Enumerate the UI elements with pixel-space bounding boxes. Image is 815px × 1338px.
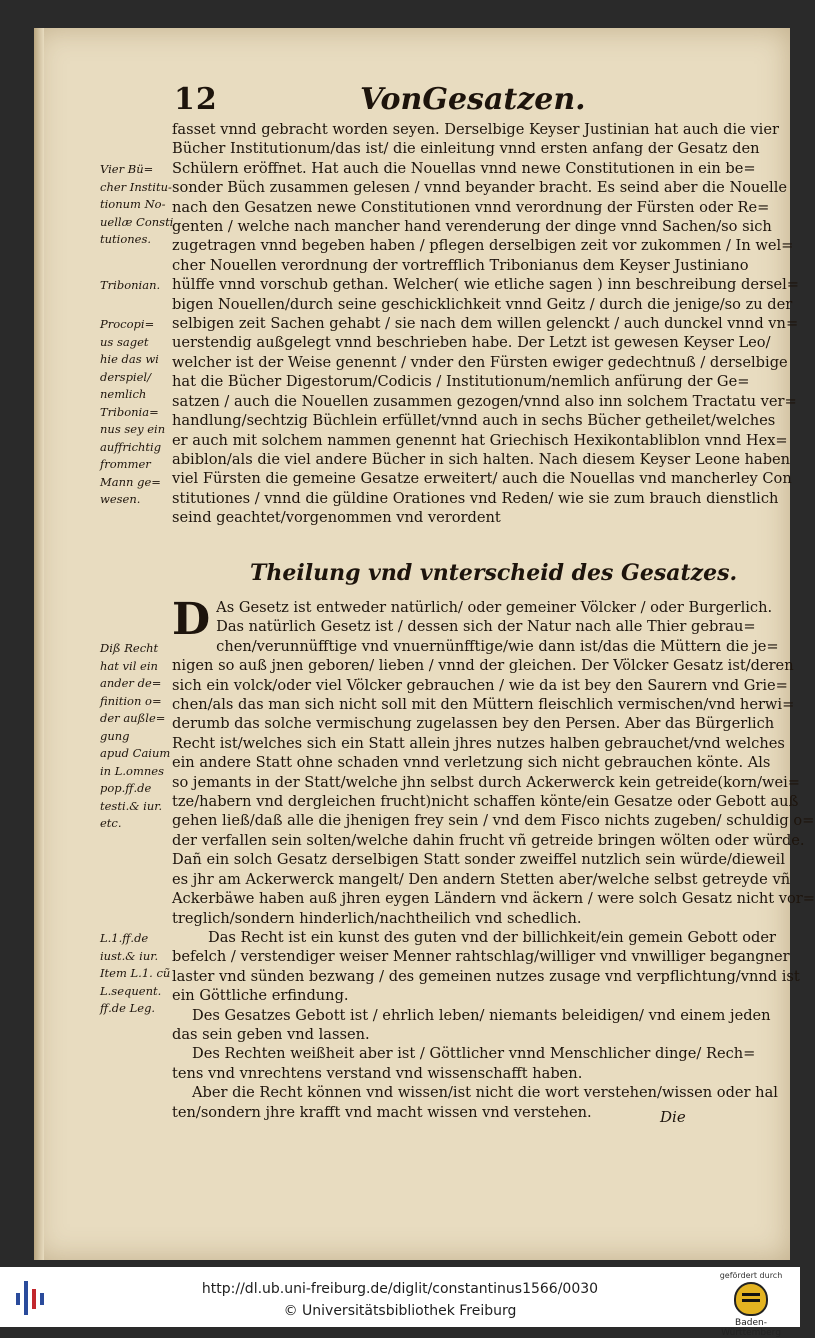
- text-line: nach den Gesatzen newe Constitutionen vnnd verordnung der Fürsten oder Re=: [172, 198, 770, 216]
- text-line: cher Nouellen verordnung der vortrefflich Tribonianus dem Keyser Justiniano: [172, 256, 749, 274]
- text-line: ten/sondern jhre krafft vnd macht wissen vnd verstehen.: [172, 1103, 592, 1121]
- text-line: Des Rechten weißheit aber ist / Göttlicher vnnd Menschlicher dinge/ Rech=: [192, 1045, 756, 1063]
- text-line: bigen Nouellen/durch seine geschicklichkeit vnnd Geitz / durch die jenige/so zu der: [172, 295, 793, 313]
- text-line: derumb das solche vermischung zugelassen bey den Persen. Aber das Bürgerlich: [172, 715, 775, 733]
- text-line: hat die Bücher Digestorum/Codicis / Institutionum/nemlich anfürung der Ge=: [172, 373, 750, 391]
- text-line: der verfallen sein solten/welche dahin frucht vñ getreide bringen wölten oder würde.: [172, 831, 805, 849]
- text-line: Dañ ein solch Gesatz derselbigen Statt sonder zweiffel nutzlich sein würde/dieweil: [172, 851, 785, 869]
- text-line: befelch / verstendiger weiser Menner rahtschlag/williger vnd vnwilliger begangner: [172, 948, 790, 966]
- text-line: genten / welche nach mancher hand verenderung der dinge vnnd Sachen/so sich: [172, 218, 772, 236]
- text-block-law-types: [172, 594, 815, 928]
- text-line: tens vnd vnrechtens verstand vnd wissenschafft haben.: [172, 1064, 583, 1082]
- sponsor-badge: [706, 1271, 796, 1338]
- text-line: viel Fürsten die gemeine Gesatze erweitert/ auch die Nouellas vnd mancherley Con: [172, 470, 792, 488]
- running-head: VonGesatzen.: [360, 82, 586, 117]
- margin-line: tionum No-: [100, 197, 166, 211]
- text-line: As Gesetz ist entweder natürlich/ oder gemeiner Völcker / oder Burgerlich.: [216, 599, 773, 616]
- text-line: sonder Büch zusammen gelesen / vnnd beyander bracht. Es seind aber die Nouelle: [172, 179, 788, 197]
- text-block-justinian: [172, 120, 800, 528]
- text-line: es jhr am Ackerwerck mangelt/ Den andern Stetten aber/welche selbst getreyde vñ: [172, 870, 791, 888]
- sponsor-name: Baden-Württemberg: [721, 1318, 781, 1338]
- margin-note-procopius: [100, 316, 172, 509]
- page-number: 12: [174, 82, 218, 117]
- margin-line: nemlich: [100, 387, 147, 401]
- text-line: sich ein volck/oder viel Völcker gebrauchen / wie da ist bey den Saurern vnd Grie=: [172, 676, 788, 694]
- text-line: Aber die Recht können vnd wissen/ist nicht die wort verstehen/wissen oder hal: [192, 1084, 778, 1102]
- margin-line: finition o=: [100, 693, 162, 708]
- margin-line: ff.de Leg.: [100, 1001, 156, 1015]
- text-line: chen/verunnüfftige vnd vnuernünfftige/wie dann ist/das die Müttern die je=: [216, 637, 779, 655]
- footer-bar: [0, 1267, 800, 1338]
- text-line: satzen / auch die Nouellen zusammen gezogen/vnnd also inn solchem Tractatu ver=: [172, 392, 797, 410]
- margin-line: pop.ff.de: [100, 781, 152, 795]
- text-line: selbigen zeit Sachen gehabt / sie nach dem willen gelenckt / auch dunckel vnnd vn=: [172, 315, 799, 333]
- margin-line: Mann ge=: [100, 474, 161, 489]
- margin-line: etc.: [100, 816, 122, 830]
- text-line: zugetragen vnnd begeben haben / pflegen derselbigen zeit vor zukommen / In wel=: [172, 237, 794, 255]
- margin-line: L.1.ff.de: [100, 931, 149, 945]
- copyright-notice: © Universitätsbibliothek Freiburg: [283, 1303, 517, 1319]
- text-line: so jemants in der Statt/welche jhn selbst durch Ackerwerck kein getreide(korn/wei=: [172, 773, 801, 791]
- sponsor-label: gefördert durch: [719, 1271, 783, 1280]
- margin-line: hie das wi: [100, 352, 159, 366]
- text-line: Schülern eröffnet. Hat auch die Nouellas vnnd newe Constitutionen in ein be=: [172, 159, 756, 177]
- text-line: Des Gesatzes Gebott ist / ehrlich leben/ niemants beleidigen/ vnd einem jeden: [192, 1006, 771, 1024]
- text-line: hülffe vnnd vorschub gethan. Welcher( wie etliche sagen ) inn beschreibung dersel=: [172, 276, 800, 294]
- margin-line: uellæ Consti: [100, 214, 174, 229]
- permalink-url[interactable]: http://dl.ub.uni-freiburg.de/diglit/constantinus1566/0030: [201, 1281, 599, 1297]
- margin-line: hat vil ein: [100, 658, 158, 673]
- margin-line: derspiel/: [100, 369, 151, 384]
- text-line: Das Recht ist ein kunst des guten vnd der billichkeit/ein gemein Gebott oder: [208, 929, 777, 946]
- margin-line: apud Caium: [100, 746, 171, 760]
- text-line: seind geachtet/vorgenommen vnd verordent: [172, 509, 501, 527]
- drop-cap: D: [172, 594, 211, 645]
- margin-line: testi.& iur.: [100, 798, 163, 813]
- text-line: das sein geben vnd lassen.: [172, 1026, 370, 1044]
- margin-line: wesen.: [100, 492, 141, 506]
- text-line: Bücher Institutionum/das ist/ die einleitung vnnd ersten anfang der Gesatz den: [172, 140, 760, 158]
- text-line: fasset vnnd gebracht worden seyen. Derselbige Keyser Justinian hat auch die vier: [172, 121, 779, 138]
- text-line: Ackerbäwe haben auß jhren eygen Ländern vnd äckern / were solch Gesatz nicht vor=: [172, 890, 815, 908]
- text-line: abiblon/als die viel andere Bücher in sich halten. Nach diesem Keyser Leone haben: [172, 450, 791, 468]
- margin-note-legal-refs: [100, 930, 172, 1018]
- text-line: uerstendig außgelegt vnnd beschrieben habe. Der Letzt ist gewesen Keyser Leo/: [172, 334, 771, 352]
- text-line: gehen ließ/daß alle die jhenigen frey sein / vnd dem Fisco nichts zugeben/ schuldig o=: [172, 812, 815, 830]
- margin-note-tribonian: [100, 277, 172, 295]
- text-line: tze/habern vnd dergleichen frucht)nicht schaffen könte/ein Gesatze oder Gebott auß: [172, 793, 799, 811]
- text-line: ein andere Statt ohne schaden vnnd verletzung sich nicht gebrauchen könte. Als: [172, 754, 771, 772]
- margin-line: ander de=: [100, 676, 162, 690]
- margin-line: auffrichtig: [100, 439, 162, 454]
- text-line: Das natürlich Gesetz ist / dessen sich der Natur nach alle Thier gebrau=: [216, 618, 756, 636]
- catchword: Die: [660, 1108, 686, 1126]
- margin-line: Diß Recht: [100, 641, 159, 655]
- margin-line: cher Institu-: [100, 179, 172, 194]
- section-heading: Theilung vnd vnterscheid des Gesatzes.: [250, 560, 738, 586]
- margin-line: us saget: [100, 334, 149, 349]
- margin-line: Vier Bü=: [100, 162, 154, 176]
- margin-line: L.sequent.: [100, 983, 162, 998]
- margin-line: Tribonia=: [100, 404, 159, 419]
- text-line: handlung/sechtzig Büchlein erfüllet/vnnd auch in sechs Bücher getheilet/welches: [172, 412, 776, 430]
- margin-note-definition: [100, 640, 172, 833]
- text-line: er auch mit solchem nammen genennt hat Griechisch Hexikontabliblon vnnd Hex=: [172, 431, 788, 449]
- coat-of-arms-icon: [734, 1282, 768, 1316]
- text-line: Recht ist/welches sich ein Statt allein jhres nutzes halben gebrauchet/vnd welches: [172, 734, 785, 752]
- page-gutter: [34, 28, 44, 1260]
- text-block-definitions: [172, 928, 800, 1122]
- margin-line: frommer: [100, 457, 151, 471]
- text-line: nigen so auß jnen geboren/ lieben / vnnd der gleichen. Der Völcker Gesatz ist/deren: [172, 657, 794, 675]
- margin-line: der außle=: [100, 711, 166, 725]
- text-line: laster vnd sünden bezwang / des gemeinen nutzes zusage vnd verpflichtung/vnnd ist: [172, 967, 800, 985]
- margin-line: gung: [100, 728, 130, 743]
- text-line: stitutiones / vnnd die güldine Orationes vnd Reden/ wie sie zum brauch dienstlich: [172, 489, 779, 507]
- text-line: ein Göttliche erfindung.: [172, 987, 349, 1005]
- margin-line: tutiones.: [100, 232, 152, 246]
- text-line: treglich/sondern hinderlich/nachtheilich vnd schedlich.: [172, 909, 582, 927]
- margin-line: Item L.1. cũ: [100, 966, 171, 980]
- margin-line: nus sey ein: [100, 422, 166, 436]
- margin-line: iust.& iur.: [100, 948, 159, 963]
- margin-line: Procopi=: [100, 317, 155, 331]
- text-line: welcher ist der Weise genennt / vnder den Fürsten ewiger gedechtnuß / derselbige: [172, 353, 788, 371]
- margin-line: in L.omnes: [100, 763, 164, 778]
- text-line: chen/als das man sich nicht soll mit den Müttern fleischlich vermischen/vnd herwi=: [172, 696, 795, 714]
- margin-line: Tribonian.: [100, 278, 161, 292]
- margin-note-institutiones: [100, 161, 172, 249]
